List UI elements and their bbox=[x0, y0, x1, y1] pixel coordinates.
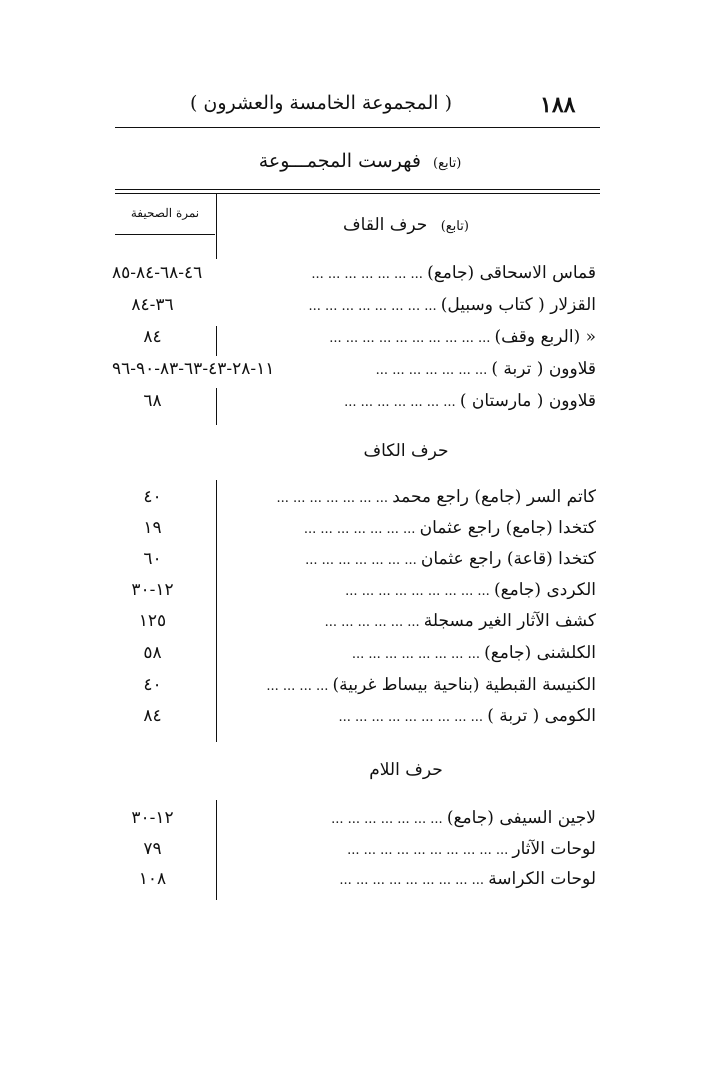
entry-label: القزلار ( كتاب وسبيل) bbox=[440, 295, 596, 315]
index-entry bbox=[305, 549, 596, 569]
entry-label: الكومى ( تربة ) bbox=[487, 706, 596, 726]
section-heading-qaf bbox=[216, 215, 596, 235]
entry-label: قلاوون ( مارستان ) bbox=[459, 391, 596, 411]
leader-dots: ... ... ... ... ... ... ... bbox=[303, 522, 420, 537]
leader-dots: ... ... ... ... ... ... ... ... ... bbox=[339, 873, 489, 888]
entry-pages: ٥٨ bbox=[143, 643, 162, 663]
entry-label: كشف الآثار الغير مسجلة bbox=[423, 611, 596, 631]
section-heading-text: حرف القاف bbox=[343, 215, 428, 235]
index-title-text: فهرست المجمـــوعة bbox=[258, 150, 421, 172]
header-rule bbox=[115, 127, 600, 128]
column-label-page-number: نمرة الصحيفة bbox=[130, 206, 200, 220]
section-heading-kaf bbox=[216, 441, 596, 461]
entry-label: قلاوون ( تربة ) bbox=[491, 359, 596, 379]
index-entry bbox=[276, 487, 596, 507]
page-number: ١٨٨ bbox=[540, 92, 576, 118]
index-entry bbox=[266, 675, 596, 695]
index-entry bbox=[304, 518, 596, 538]
entry-pages: ٨٤ bbox=[143, 327, 162, 347]
entry-pages: ٨٤ bbox=[143, 706, 162, 726]
section-heading-text: حرف اللام bbox=[369, 760, 443, 780]
leader-dots: ... ... ... ... ... ... ... ... ... ... bbox=[347, 843, 513, 858]
index-entry bbox=[344, 391, 596, 411]
index-entry bbox=[329, 327, 596, 347]
table-top-rule-1 bbox=[115, 189, 600, 190]
entry-label: كتخدا (جامع) راجع عثمان bbox=[419, 518, 596, 538]
leader-dots: ... ... ... ... ... ... ... bbox=[311, 267, 428, 282]
entry-label: لوحات الآثار bbox=[512, 839, 596, 859]
entry-pages: ٦٨ bbox=[143, 391, 162, 411]
entry-pages: ١٩ bbox=[143, 518, 162, 538]
entry-pages: ٤٠ bbox=[143, 487, 162, 507]
entry-pages: ٧٩ bbox=[143, 839, 162, 859]
entry-label: كاتم السر (جامع) راجع محمد bbox=[392, 487, 596, 507]
index-entry bbox=[331, 808, 596, 828]
leader-dots: ... ... ... ... ... ... ... bbox=[305, 553, 421, 568]
index-entry bbox=[309, 295, 597, 315]
index-entry bbox=[338, 706, 596, 726]
column-divider bbox=[216, 326, 217, 356]
entry-pages: ١١-٢٨-٤٣-٦٣-٨٣-٩٠-٩٦ bbox=[112, 359, 275, 379]
leader-dots: ... ... ... ... ... ... ... bbox=[344, 395, 460, 410]
section-heading-text: حرف الكاف bbox=[363, 441, 449, 461]
index-entry bbox=[311, 263, 596, 283]
entry-pages: ١٢٥ bbox=[138, 611, 167, 631]
entry-label: كتخدا (قاعة) راجع عثمان bbox=[420, 549, 596, 569]
entry-label: الكردى (جامع) bbox=[493, 580, 596, 600]
leader-dots: ... ... ... ... ... ... ... ... ... bbox=[338, 710, 488, 725]
leader-dots: ... ... ... ... ... ... ... bbox=[375, 363, 492, 378]
entry-pages: ٣٦-٨٤ bbox=[131, 295, 174, 315]
column-divider bbox=[216, 800, 217, 900]
index-title bbox=[0, 150, 720, 172]
index-entry bbox=[347, 839, 596, 859]
index-entry bbox=[325, 611, 596, 631]
entry-pages: ١٠٨ bbox=[138, 869, 167, 889]
entry-pages: ١٢-٣٠ bbox=[131, 580, 174, 600]
entry-label: « (الربع وقف) bbox=[494, 327, 596, 347]
table-top-rule-2 bbox=[115, 193, 600, 194]
column-divider bbox=[216, 388, 217, 425]
running-header-title: ( المجموعة الخامسة والعشرون ) bbox=[189, 92, 452, 114]
leader-dots: ... ... ... ... ... ... ... ... bbox=[308, 299, 441, 314]
entry-label: الكلشنى (جامع) bbox=[484, 643, 596, 663]
index-entry bbox=[339, 869, 596, 889]
leader-dots: ... ... ... ... ... ... ... bbox=[276, 491, 393, 506]
index-entry bbox=[352, 643, 596, 663]
leader-dots: ... ... ... ... ... ... ... ... ... ... bbox=[329, 331, 495, 346]
index-entry bbox=[376, 359, 596, 379]
column-divider bbox=[216, 480, 217, 742]
entry-pages: ٦٠ bbox=[143, 549, 162, 569]
section-heading-prefix: (تابع) bbox=[440, 219, 469, 234]
entry-pages: ٤٦-٦٨-٨٤-٨٥ bbox=[112, 263, 203, 283]
entry-pages: ٤٠ bbox=[143, 675, 162, 695]
index-title-prefix: (تابع) bbox=[433, 156, 462, 171]
entry-label: لاجين السيفى (جامع) bbox=[446, 808, 596, 828]
leader-dots: ... ... ... ... bbox=[266, 679, 333, 694]
leader-dots: ... ... ... ... ... ... ... bbox=[331, 812, 447, 827]
leader-dots: ... ... ... ... ... ... ... ... ... bbox=[345, 584, 494, 599]
leader-dots: ... ... ... ... ... ... bbox=[324, 615, 424, 630]
entry-label: الكنيسة القبطية (بناحية بيساط غربية) bbox=[332, 675, 596, 695]
leader-dots: ... ... ... ... ... ... ... ... bbox=[351, 647, 485, 662]
column-label-underline bbox=[115, 234, 215, 235]
section-heading-lam bbox=[216, 760, 596, 780]
index-entry bbox=[345, 580, 596, 600]
entry-label: لوحات الكراسة bbox=[488, 869, 596, 889]
entry-label: قماس الاسحاقى (جامع) bbox=[427, 263, 596, 283]
entry-pages: ١٢-٣٠ bbox=[131, 808, 174, 828]
